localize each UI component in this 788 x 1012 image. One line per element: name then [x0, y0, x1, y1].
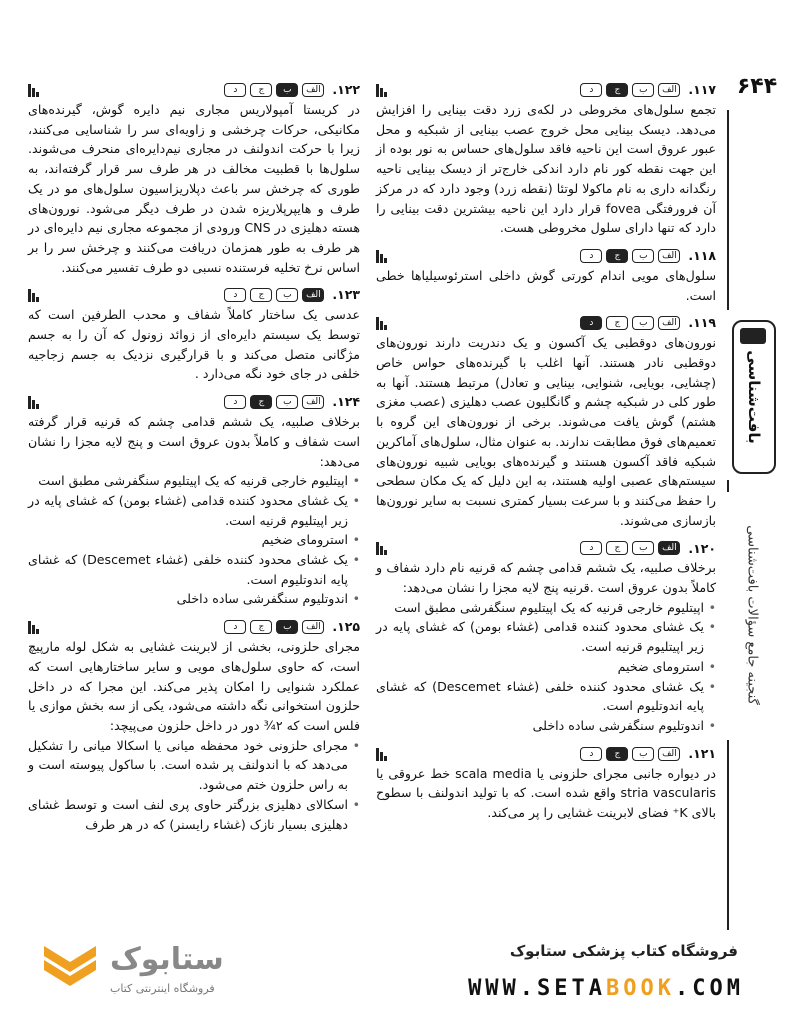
option-box: الف	[658, 249, 680, 263]
option-box: ب	[276, 83, 298, 97]
option-box: د	[580, 316, 602, 330]
url-suffix: .COM	[675, 976, 744, 1001]
option-box: ج	[606, 747, 628, 761]
answer-paragraph: مجرای حلزونی، بخشی از لابرینت غشایی به شکل لوله مارپیچ است، که حاوی سلول‌های مویی و سایر ساختارهایی است که عملکرد شنوایی را امکان پذیر می‌کند. این مجرا که در داخل حلزون استخوانی نگه داشته می‌شود، یکی از سه بخش موازی یا فلس است که ۲¾ دور در داخل حلزون می‌پیچد:	[28, 639, 360, 733]
question-header	[376, 246, 716, 266]
option-box: د	[224, 288, 246, 302]
option-box: ب	[632, 249, 654, 263]
question-item	[376, 80, 716, 238]
answer-paragraph: در کریستا آمپولاریس مجاری نیم دایره گوش، گیرنده‌های مکانیکی، حرکات چرخشی و زاویه‌ای سر را شناسایی می‌کنند، زیرا با حرکت اندولنف در مجاری نیم‌دایره‌ای منحرف می‌شوند. سلول‌ها با قطبیت مخالف در هر طرف سر قرار گرفته‌اند، به طوری که چرخش سر باعث دپلاریزاسیون سلول‌های مو در یک طرف و هایپرپلاریزه شدن در طرف دیگر می‌شود. نورون‌های هسته دهلیزی در CNS ورودی از مجموعه مجاری نیم دایره‌ای در هر طرف به طور همزمان دریافت می‌کنند و چرخش سر را بر اساس نرخ تخلیه فرستنده نسبی دو طرف تفسیر می‌کنند.	[28, 102, 360, 275]
option-box: ب	[276, 288, 298, 302]
difficulty-bars-icon	[376, 83, 387, 97]
chapter-tab	[732, 320, 776, 474]
question-number: ۱۱۹.	[688, 315, 716, 331]
chapter-tag-icon	[740, 328, 766, 344]
option-box: ج	[250, 395, 272, 409]
answer-bullet: • اندوتلیوم سنگفرشی ساده داخلی	[376, 716, 716, 736]
option-box: الف	[302, 620, 324, 634]
side-rule-mid	[727, 480, 729, 492]
shop-url[interactable]	[468, 976, 744, 1001]
answer-bullet: • اپیتلیوم خارجی قرنیه که یک اپیتلیوم سنگفرشی مطبق است	[376, 598, 716, 618]
question-item	[376, 538, 716, 735]
option-box: ج	[606, 249, 628, 263]
side-band	[722, 0, 788, 930]
page-number: ۶۴۴	[736, 74, 778, 99]
difficulty-bars-icon	[376, 747, 387, 761]
option-box: الف	[658, 83, 680, 97]
option-box: الف	[302, 83, 324, 97]
footer	[0, 930, 788, 1012]
question-number: ۱۲۳.	[332, 287, 360, 303]
option-box: د	[580, 249, 602, 263]
option-box: د	[580, 83, 602, 97]
question-header	[28, 617, 360, 637]
answer-bullet: • یک غشای محدود کننده قدامی (غشاء بومن) که غشای پایه در زیر اپیتلیوم قرنیه است.	[28, 491, 360, 530]
answer-paragraph: نورون‌های دوقطبی یک آکسون و یک دندریت دارند نورون‌های دوقطبی نادر هستند. آنها اغلب با گیرنده‌های حواس خاص (چشایی، بویایی، شنوایی، بینایی و تعادل) مرتبط هستند. آنها به طور کلی در شبکیه چشم و گانگلیون عصب دهلیزی (عصب مغزی هشتم) گوش یافت می‌شوند. برخی از نورون‌های این گروه با تعمیم‌های فوق مطابقت ندارند. به عنوان مثال، سلول‌های آماکرین شبکیه فاقد آکسون هستند و گیرنده‌های بویایی شبیه نورون‌های سیستم‌های عصبی اولیه هستند، به این دلیل که یک مکان سطحی را حفظ می‌کنند و با سرعت بسیار کمتری نسبت به سایر نورون‌ها بازسازی می‌شوند.	[376, 335, 716, 528]
answer-paragraph: برخلاف صلبیه، یک ششم قدامی چشم که قرنیه نام دارد شفاف و کاملاً بدون عروق است .قرنیه پنج لایه مجزا را نشان می‌دهد:	[376, 560, 716, 596]
question-header	[376, 538, 716, 558]
logo-subtitle: فروشگاه اینترنتی کتاب	[110, 982, 215, 995]
answer-bullet: • اندوتلیوم سنگفرشی ساده داخلی	[28, 589, 360, 609]
chapter-title: بافت‌شناسی	[745, 350, 763, 444]
option-box: الف	[302, 288, 324, 302]
setabook-logo	[40, 942, 340, 1002]
option-box: ج	[250, 83, 272, 97]
url-highlight: BOOK	[606, 976, 676, 1001]
option-box: الف	[302, 395, 324, 409]
answer-bullet: • یک غشای محدود کننده قدامی (غشاء بومن) که غشای پایه در زیر اپیتلیوم قرنیه است.	[376, 617, 716, 656]
question-number: ۱۱۷.	[688, 82, 716, 98]
answer-bullet: • مجرای حلزونی خود محفظه میانی یا اسکالا میانی را تشکیل می‌دهد که با اندولنف پر شده است. با ساکول پیوسته است و به راس حلزون ختم می‌شود.	[28, 736, 360, 795]
option-box: ب	[632, 541, 654, 555]
answer-paragraph: تجمع سلول‌های مخروطی در لکه‌ی زرد دقت بینایی را افزایش می‌دهد. دیسک بینایی محل خروج عصب بینایی از شبکیه و محل عبور عروق است این ناحیه فاقد سلول‌های حساس به نور بوده از این جهت نقطه کور نام دارد اندکی خارج‌تر از دیسک بینایی ناحیه رنگدانه داری به نام ماکولا لوتئا (نقطه زرد) وجود دارد که در مرکز آن فرورفتگی fovea قرار دارد این ناحیه بیشترین دقت بینایی را دارد که تنها دارای سلول مخروطی هست.	[376, 102, 716, 236]
difficulty-bars-icon	[28, 83, 39, 97]
question-header	[376, 80, 716, 100]
option-box: ب	[276, 620, 298, 634]
answer-paragraph: برخلاف صلبیه، یک ششم قدامی چشم که قرنیه قرار گرفته است شفاف و کاملاً بدون عروق است و پنج لایه مجزا را نشان می‌دهد:	[28, 414, 360, 469]
option-box: د	[580, 541, 602, 555]
option-box: الف	[658, 541, 680, 555]
question-header	[376, 313, 716, 333]
question-item	[28, 80, 360, 277]
difficulty-bars-icon	[28, 288, 39, 302]
answer-bullet: • استرومای ضخیم	[28, 530, 360, 550]
url-prefix: WWW.SETA	[468, 976, 607, 1001]
question-number: ۱۱۸.	[688, 248, 716, 264]
question-number: ۱۲۵.	[332, 619, 360, 635]
answer-bullet: • یک غشای محدود کننده خلفی (غشاء Descemet) که غشای پایه اندوتلیوم است.	[376, 677, 716, 716]
option-box: ب	[632, 316, 654, 330]
option-box: الف	[658, 316, 680, 330]
option-box: د	[224, 395, 246, 409]
difficulty-bars-icon	[28, 620, 39, 634]
question-header	[28, 392, 360, 412]
question-header	[376, 744, 716, 764]
question-header	[28, 285, 360, 305]
question-item	[28, 617, 360, 834]
difficulty-bars-icon	[376, 541, 387, 555]
answer-bullet: • اسکالای دهلیزی بزرگتر حاوی پری لنف است و توسط غشای دهلیزی بسیار نازک (غشاء رایسنر) که در هر طرف	[28, 795, 360, 834]
answer-paragraph: عدسی یک ساختار کاملاً شفاف و محدب الطرفین است که توسط یک سیستم دایره‌ای از زوائد زونول که آن را به جسم مژگانی متصل می‌کند و با قرارگیری نزدیک به جسم زجاجیه خلفی در جای خود نگه می‌دارد .	[28, 307, 360, 382]
question-item	[376, 246, 716, 305]
option-box: د	[224, 620, 246, 634]
difficulty-bars-icon	[376, 249, 387, 263]
answer-paragraph: سلول‌های مویی اندام کورتی گوش داخلی استرئوسیلیاها خطی است.	[376, 267, 716, 303]
answer-paragraph: در دیواره جانبی مجرای حلزونی یا scala media خط عروقی یا stria vascularis واقع شده است. که با تولید اندولنف با سطوح بالای K⁺ فضای لابرینت غشایی را پر می‌کند.	[376, 765, 716, 821]
option-box: ب	[632, 83, 654, 97]
option-box: ج	[250, 620, 272, 634]
question-item	[28, 392, 360, 609]
side-rule-bottom	[727, 740, 729, 930]
option-box: د	[224, 83, 246, 97]
left-column	[28, 80, 360, 842]
option-box: د	[580, 747, 602, 761]
difficulty-bars-icon	[376, 316, 387, 330]
option-box: ج	[250, 288, 272, 302]
option-box: ج	[606, 541, 628, 555]
right-column	[376, 80, 716, 831]
question-number: ۱۲۰.	[688, 540, 716, 556]
logo-text: ستابوک	[110, 942, 224, 977]
answer-bullet: • اپیتلیوم خارجی قرنیه که یک اپیتلیوم سنگفرشی مطبق است	[28, 471, 360, 491]
option-box: ب	[632, 747, 654, 761]
option-box: ب	[276, 395, 298, 409]
question-number: ۱۲۱.	[688, 745, 716, 761]
option-box: الف	[658, 747, 680, 761]
question-item	[376, 744, 716, 823]
book-title-vertical	[732, 500, 772, 730]
answer-bullet: • یک غشای محدود کننده خلفی (غشاء Descemet) که غشای پایه اندوتلیوم است.	[28, 550, 360, 589]
logo-chevron-icon	[40, 942, 100, 988]
answer-bullet: • استرومای ضخیم	[376, 657, 716, 677]
question-item	[28, 285, 360, 384]
option-box: ج	[606, 316, 628, 330]
difficulty-bars-icon	[28, 395, 39, 409]
question-item	[376, 313, 716, 530]
book-title: گنجینه جامع سؤالات بافت‌شناسی	[744, 525, 760, 705]
shop-title: فروشگاه کتاب پزشکی ستابوک	[509, 942, 738, 960]
question-number: ۱۲۲.	[332, 82, 360, 98]
question-header	[28, 80, 360, 100]
option-box: ج	[606, 83, 628, 97]
question-number: ۱۲۴.	[332, 394, 360, 410]
side-rule-top	[727, 110, 729, 310]
